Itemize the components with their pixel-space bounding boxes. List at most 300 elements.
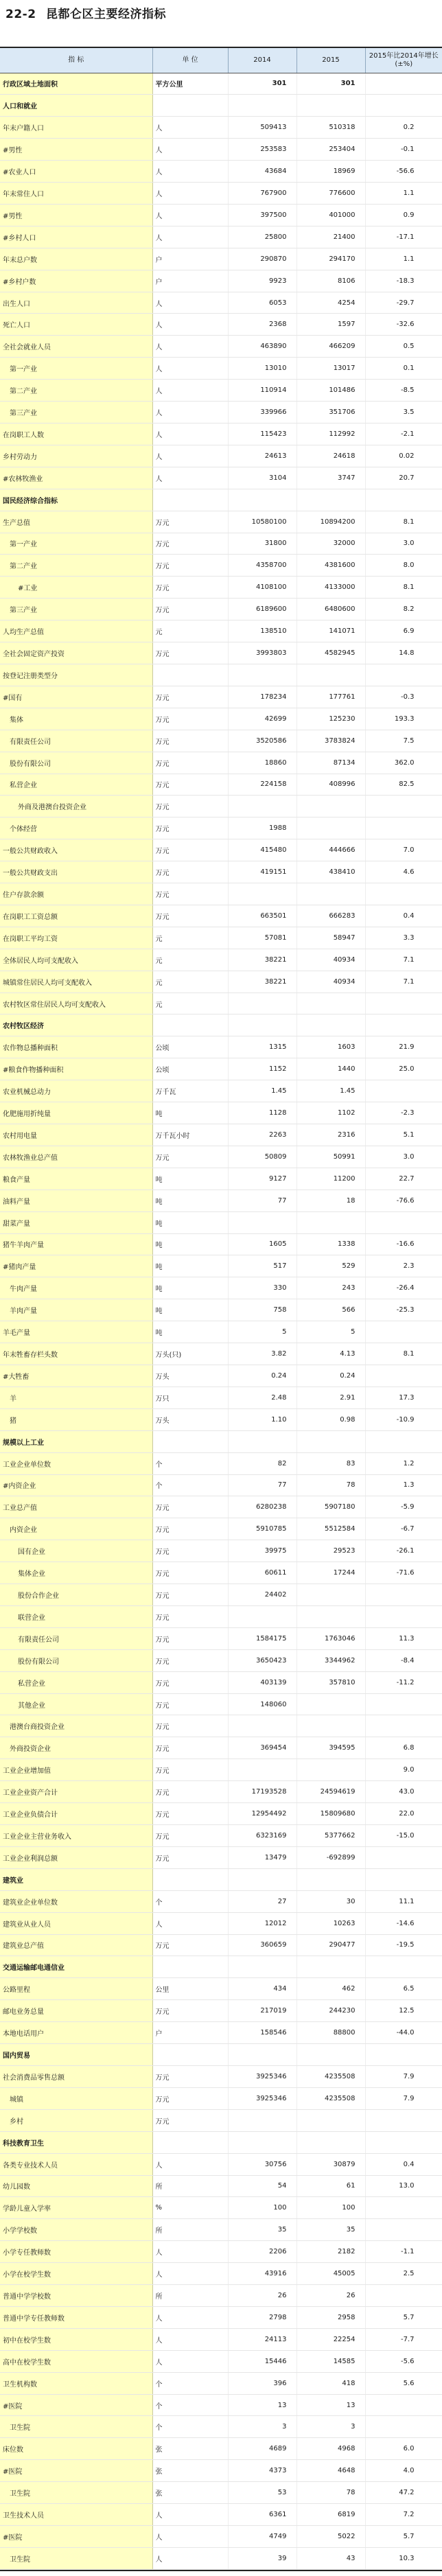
row-value-2015: 3344962 [296,1649,365,1671]
table-row [0,2153,442,2175]
row-growth-rate: -0.3 [365,686,442,708]
row-unit: 人 [152,358,228,380]
table-row [0,1474,442,1496]
row-growth-rate: 6.8 [365,1737,442,1759]
row-value-2015: 78 [296,1474,365,1496]
row-indicator-name: 建筑业从业人员 [0,1912,152,1934]
table-row [0,183,442,205]
table-row [0,664,442,686]
table-row [0,949,442,971]
row-unit [152,95,228,117]
row-value-2014: 663501 [228,905,296,927]
row-growth-rate: 7.1 [365,971,442,993]
table-row [0,533,442,555]
table-row [0,1584,442,1606]
row-value-2014: 25800 [228,226,296,248]
row-unit: 万只 [152,1386,228,1408]
table-row [0,1277,442,1299]
row-indicator-name: 股份合作企业 [0,1584,152,1606]
table-row [0,708,442,730]
row-unit: 元 [152,971,228,993]
row-growth-rate: 22.0 [365,1803,442,1825]
row-unit: 万元 [152,752,228,774]
row-value-2015: 14585 [296,2350,365,2372]
row-growth-rate: 22.7 [365,1168,442,1190]
row-unit: 万元 [152,642,228,664]
row-value-2014: 434 [228,1978,296,2000]
row-indicator-name: 各类专业技术人员 [0,2153,152,2175]
row-unit: 万元 [152,2109,228,2131]
row-value-2015: 35 [296,2219,365,2241]
table-row [0,380,442,402]
row-value-2014: 3.82 [228,1343,296,1365]
header-indicator: 指 标 [0,48,152,73]
row-growth-rate: 43.0 [365,1781,442,1803]
table-row [0,1649,442,1671]
row-unit: 人 [152,2263,228,2285]
row-value-2014: 3520586 [228,730,296,752]
table-row [0,161,442,183]
row-value-2014: 1128 [228,1102,296,1124]
row-growth-rate: 0.2 [365,117,442,139]
row-indicator-name: 床位数 [0,2438,152,2460]
row-growth-rate [365,1956,442,1978]
row-value-2015: 100 [296,2197,365,2219]
row-value-2014: 27 [228,1890,296,1912]
row-value-2015: 1440 [296,1058,365,1080]
row-value-2014: 301 [228,73,296,95]
row-growth-rate [365,2044,442,2066]
row-value-2014: 415480 [228,839,296,861]
table-row [0,1671,442,1693]
row-growth-rate: -5.6 [365,2350,442,2372]
row-unit: % [152,2197,228,2219]
row-unit: 人 [152,402,228,423]
row-growth-rate [365,2197,442,2219]
row-unit: 万元 [152,861,228,883]
row-value-2015: 3747 [296,467,365,489]
row-unit: 所 [152,2219,228,2241]
row-indicator-name: 本地电话用户 [0,2022,152,2044]
row-growth-rate: 12.5 [365,2000,442,2022]
row-value-2014: 38221 [228,949,296,971]
row-growth-rate: -6.7 [365,1518,442,1540]
table-row [0,2526,442,2548]
row-growth-rate: 17.3 [365,1386,442,1408]
row-growth-rate: 0.1 [365,358,442,380]
row-value-2014: 24113 [228,2328,296,2350]
row-growth-rate [365,817,442,839]
row-growth-rate [365,2285,442,2307]
row-unit [152,664,228,686]
row-value-2015: 1.45 [296,1080,365,1102]
row-growth-rate: 8.1 [365,511,442,533]
table-row [0,1080,442,1102]
row-indicator-name: 在岗职工工资总额 [0,905,152,927]
row-value-2015: 5907180 [296,1496,365,1518]
row-value-2015: 4648 [296,2460,365,2482]
row-value-2015: 112992 [296,423,365,445]
row-value-2015: 10263 [296,1912,365,1934]
row-indicator-name: 农作物总播种面积 [0,1036,152,1058]
row-growth-rate: -26.4 [365,1277,442,1299]
row-unit: 元 [152,927,228,949]
row-unit: 万元 [152,1518,228,1540]
row-value-2015: 5022 [296,2526,365,2548]
row-unit: 张 [152,2482,228,2504]
row-value-2014 [228,1956,296,1978]
row-growth-rate: 5.7 [365,2526,442,2548]
row-value-2015: 24594619 [296,1781,365,1803]
row-growth-rate: 3.0 [365,1146,442,1168]
row-value-2014: 77 [228,1474,296,1496]
row-value-2015: 462 [296,1978,365,2000]
row-value-2014: 39975 [228,1540,296,1562]
table-row [0,445,442,467]
row-value-2015: 43 [296,2547,365,2569]
row-value-2014: 330 [228,1277,296,1299]
row-value-2015: 32000 [296,533,365,555]
row-indicator-name: 小学学校数 [0,2219,152,2241]
table-row [0,2000,442,2022]
row-growth-rate: -71.6 [365,1562,442,1584]
table-row [0,117,442,139]
row-unit: 万元 [152,1825,228,1847]
table-row [0,423,442,445]
table-row [0,839,442,861]
row-indicator-name: 人口和就业 [0,95,152,117]
row-unit: 元 [152,993,228,1014]
row-value-2014 [228,2109,296,2131]
row-growth-rate: 0.5 [365,336,442,358]
row-growth-rate: 8.1 [365,1343,442,1365]
row-value-2015: 351706 [296,402,365,423]
row-value-2015 [296,1014,365,1036]
row-growth-rate: 13.0 [365,2175,442,2197]
table-row [0,73,442,95]
row-indicator-name: #男性 [0,204,152,226]
table-row [0,796,442,817]
row-indicator-name: 工业企业主营业务收入 [0,1825,152,1847]
row-unit: 人 [152,161,228,183]
row-indicator-name: 小学专任教师数 [0,2241,152,2263]
row-indicator-name: 股份有限公司 [0,752,152,774]
row-unit: 万元 [152,1737,228,1759]
row-value-2014: 339966 [228,402,296,423]
table-row [0,1868,442,1890]
table-row [0,1605,442,1627]
row-unit: 个 [152,1890,228,1912]
table-row [0,1233,442,1255]
table-row [0,1058,442,1080]
row-value-2015: 2316 [296,1124,365,1146]
row-unit: 万元 [152,1496,228,1518]
row-value-2014: 6280238 [228,1496,296,1518]
row-indicator-name: 公路里程 [0,1978,152,2000]
table-row [0,905,442,927]
table-row [0,2109,442,2131]
row-unit: 所 [152,2175,228,2197]
row-growth-rate: -8.5 [365,380,442,402]
row-indicator-name: 年末总户数 [0,248,152,270]
row-value-2015 [296,2109,365,2131]
row-unit: 万千瓦 [152,1080,228,1102]
table-row [0,1102,442,1124]
row-unit: 万元 [152,1584,228,1606]
row-value-2015 [296,1693,365,1715]
row-value-2014: 82 [228,1452,296,1474]
row-indicator-name: 农村牧区常住居民人均可支配收入 [0,993,152,1014]
table-row [0,686,442,708]
row-unit: 人 [152,2350,228,2372]
row-growth-rate [365,2131,442,2153]
row-indicator-name: #医院 [0,2460,152,2482]
table-row [0,95,442,117]
table-row [0,1365,442,1386]
row-unit: 人 [152,226,228,248]
row-value-2014 [228,2131,296,2153]
row-value-2015: 21400 [296,226,365,248]
row-value-2014: 60611 [228,1562,296,1584]
table-row [0,2350,442,2372]
row-value-2014: 3650423 [228,1649,296,1671]
row-growth-rate: 0.4 [365,2153,442,2175]
table-row [0,2328,442,2350]
row-value-2015: 3783824 [296,730,365,752]
row-indicator-name: #工业 [0,577,152,599]
table-row [0,2087,442,2109]
row-indicator-name: 私营企业 [0,1671,152,1693]
row-growth-rate: -26.1 [365,1540,442,1562]
row-growth-rate: -15.0 [365,1825,442,1847]
row-unit [152,2131,228,2153]
row-unit: 人 [152,314,228,336]
row-value-2015: 30879 [296,2153,365,2175]
row-unit: 人 [152,204,228,226]
row-growth-rate: -17.1 [365,226,442,248]
row-value-2015: 18969 [296,161,365,183]
row-indicator-name: 羊毛产量 [0,1321,152,1343]
row-indicator-name: 初中在校学生数 [0,2328,152,2350]
table-row [0,2131,442,2153]
row-value-2014: 24402 [228,1584,296,1606]
row-unit: 万元 [152,1693,228,1715]
table-row [0,927,442,949]
row-unit: 人 [152,2328,228,2350]
row-value-2015 [296,95,365,117]
table-row [0,730,442,752]
row-unit: 人 [152,423,228,445]
row-indicator-name: 油料产量 [0,1190,152,1211]
row-growth-rate: 5.7 [365,2306,442,2328]
row-indicator-name: #乡村户数 [0,270,152,292]
row-value-2014: 138510 [228,620,296,642]
row-unit: 万元 [152,1781,228,1803]
table-row [0,577,442,599]
row-growth-rate: -44.0 [365,2022,442,2044]
row-value-2014 [228,2044,296,2066]
row-unit: 人 [152,139,228,161]
table-body [0,73,442,2570]
row-growth-rate: 82.5 [365,774,442,796]
row-value-2014: 43916 [228,2263,296,2285]
row-value-2014: 253583 [228,139,296,161]
row-value-2014: 31800 [228,533,296,555]
row-value-2014: 18860 [228,752,296,774]
row-unit: 人 [152,2504,228,2526]
row-value-2014: 217019 [228,2000,296,2022]
row-value-2014: 6189600 [228,599,296,620]
row-growth-rate: 20.7 [365,467,442,489]
row-unit [152,1430,228,1452]
row-growth-rate: 10.3 [365,2547,442,2569]
row-indicator-name: 年末常住人口 [0,183,152,205]
row-value-2014: 35 [228,2219,296,2241]
row-value-2015: 243 [296,1277,365,1299]
table-row [0,336,442,358]
row-value-2015 [296,1868,365,1890]
row-growth-rate: 1.1 [365,248,442,270]
row-growth-rate [365,1080,442,1102]
row-indicator-name: 有限责任公司 [0,730,152,752]
row-unit: 万元 [152,686,228,708]
row-value-2015: 666283 [296,905,365,927]
row-unit: 人 [152,2526,228,2548]
table-row [0,2175,442,2197]
table-row [0,1386,442,1408]
row-value-2014: 4749 [228,2526,296,2548]
row-value-2014: 9127 [228,1168,296,1190]
row-value-2014: 57081 [228,927,296,949]
table-row [0,1211,442,1233]
row-growth-rate [365,1430,442,1452]
row-value-2014: 3993803 [228,642,296,664]
table-number: 22-2 [5,8,36,21]
row-value-2015: 5 [296,1321,365,1343]
row-value-2014: 4108100 [228,577,296,599]
row-growth-rate: -2.3 [365,1102,442,1124]
row-growth-rate: -8.4 [365,1649,442,1671]
row-value-2014: 1.45 [228,1080,296,1102]
row-unit: 所 [152,2285,228,2307]
row-value-2014: 4689 [228,2438,296,2460]
row-growth-rate: -10.9 [365,1408,442,1430]
row-indicator-name: 农业机械总动力 [0,1080,152,1102]
row-unit: 万元 [152,555,228,577]
row-value-2014: 1152 [228,1058,296,1080]
row-indicator-name: 乡村 [0,2109,152,2131]
row-value-2014: 1605 [228,1233,296,1255]
row-value-2014: 13479 [228,1846,296,1868]
row-value-2014 [228,1014,296,1036]
row-value-2015: 17244 [296,1562,365,1584]
row-value-2015: 2958 [296,2306,365,2328]
row-growth-rate: 5.1 [365,1124,442,1146]
table-row [0,620,442,642]
table-row [0,1496,442,1518]
row-indicator-name: 外商及港澳台投资企业 [0,796,152,817]
table-row [0,1299,442,1321]
row-growth-rate: 7.9 [365,2087,442,2109]
row-unit: 万元 [152,1649,228,1671]
row-value-2015 [296,1715,365,1737]
table-row [0,1627,442,1649]
row-value-2014: 38221 [228,971,296,993]
row-value-2015 [296,817,365,839]
row-value-2014: 4358700 [228,555,296,577]
row-value-2014: 50809 [228,1146,296,1168]
table-row [0,358,442,380]
row-unit: 公顷 [152,1036,228,1058]
row-unit: 人 [152,117,228,139]
row-growth-rate: -7.7 [365,2328,442,2350]
row-growth-rate: 25.0 [365,1058,442,1080]
row-value-2015: 4582945 [296,642,365,664]
row-growth-rate: 2.3 [365,1255,442,1277]
row-growth-rate [365,796,442,817]
row-unit: 人 [152,2306,228,2328]
row-value-2014: 290870 [228,248,296,270]
row-indicator-name: 国民经济综合指标 [0,489,152,511]
row-unit [152,1014,228,1036]
row-value-2014: 360659 [228,1934,296,1956]
row-value-2015: 1102 [296,1102,365,1124]
row-value-2014 [228,489,296,511]
row-value-2014: 42699 [228,708,296,730]
table-row [0,1934,442,1956]
row-value-2014: 15446 [228,2350,296,2372]
row-unit: 万千瓦小时 [152,1124,228,1146]
table-row [0,1343,442,1365]
row-value-2014: 158546 [228,2022,296,2044]
row-value-2015: 88800 [296,2022,365,2044]
row-value-2014: 26 [228,2285,296,2307]
table-row [0,2372,442,2394]
row-value-2015: 290477 [296,1934,365,1956]
row-value-2015: 58947 [296,927,365,949]
row-indicator-name: 学龄儿童入学率 [0,2197,152,2219]
row-value-2015: 78 [296,2482,365,2504]
row-indicator-name: 外商投资企业 [0,1737,152,1759]
row-value-2015: 438410 [296,861,365,883]
row-unit: 人 [152,2547,228,2569]
table-row [0,817,442,839]
row-unit: 人 [152,467,228,489]
row-value-2015: 253404 [296,139,365,161]
row-value-2015: 40934 [296,949,365,971]
table-row [0,1518,442,1540]
table-row [0,2394,442,2416]
row-growth-rate [365,95,442,117]
row-indicator-name: 猪 [0,1408,152,1430]
table-row [0,642,442,664]
row-value-2014: 2206 [228,2241,296,2263]
row-growth-rate [365,1211,442,1233]
row-indicator-name: 粮食产量 [0,1168,152,1190]
row-indicator-name: 年末户籍人口 [0,117,152,139]
row-unit: 个 [152,1452,228,1474]
row-value-2014: 39 [228,2547,296,2569]
row-growth-rate: -25.3 [365,1299,442,1321]
row-growth-rate: -0.1 [365,139,442,161]
table-row [0,752,442,774]
row-value-2015 [296,1430,365,1452]
header-growth-rate: 2015年比2014年增长(±%) [365,48,442,73]
table-row [0,248,442,270]
row-growth-rate: 193.3 [365,708,442,730]
row-value-2015 [296,883,365,905]
row-unit [152,2044,228,2066]
